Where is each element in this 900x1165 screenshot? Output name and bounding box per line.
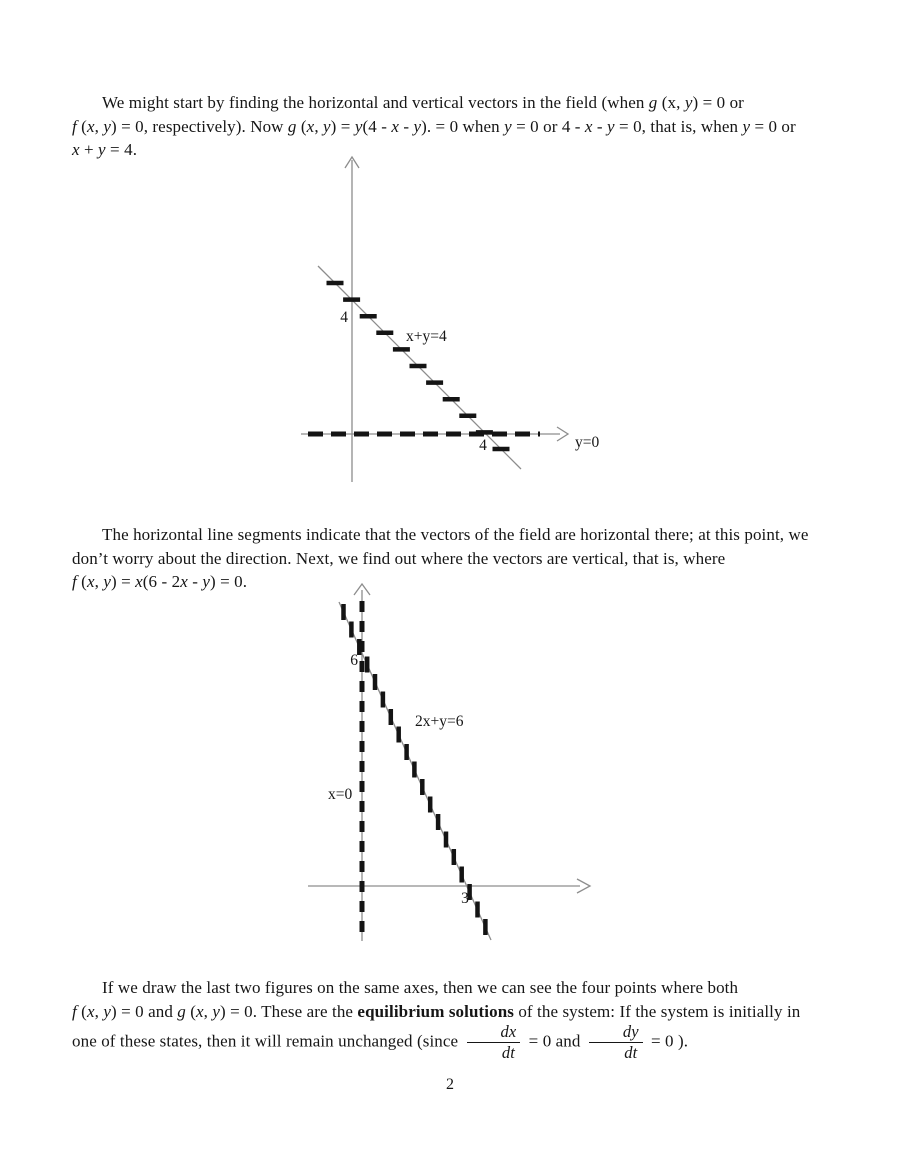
paragraph-horizontal-segments: The horizontal line segments indicate that the vectors of the field are horizontal there; at this point, we don’t worry about the direction. Next, we find out where the vectors are vertical, that is, where f (x, y) = x(6 - 2x - y) = 0. [72, 525, 809, 591]
figure-vertical-nullclines [300, 578, 600, 948]
horizontal-vector-dashes-line [327, 283, 510, 449]
paragraph-equilibrium: If we draw the last two figures on the same axes, then we can see the four points where both f (x, y) = 0 and g (x, y) = 0. These are the equilibrium solutions of the system: If the system is initially in one of these states, then it will remain unchanged (since $\frac{dx}{dt}$ = 0 and $\frac{dy}{dt}$ = 0 ). [72, 978, 801, 1063]
fig2-axis-label: x=0 [328, 786, 353, 803]
paragraph-intro: We might start by finding the horizontal and vertical vectors in the field (when g (x, y) = 0 or f (x, y) = 0, respectively). Now g (x, y) = y(4 - x - y). = 0 when y = 0 or 4 - x - y = 0, that is, when y = 0 or x + y = 4. [72, 93, 796, 159]
page-number: 2 [446, 1076, 454, 1093]
fig2-line-label: 2x+y=6 [415, 713, 464, 730]
fig1-y-intercept-label: 4 [340, 309, 348, 326]
fig2-x-intercept-label: 3 [461, 890, 469, 907]
figure-horizontal-nullclines [295, 148, 625, 493]
fig2-y-intercept-label: 6 [350, 652, 358, 669]
fig1-axis-label: y=0 [575, 434, 600, 451]
fig1-x-intercept-label: 4 [479, 437, 487, 454]
vertical-vector-dashes-line [344, 604, 486, 935]
fig1-line-label: x+y=4 [406, 328, 447, 345]
